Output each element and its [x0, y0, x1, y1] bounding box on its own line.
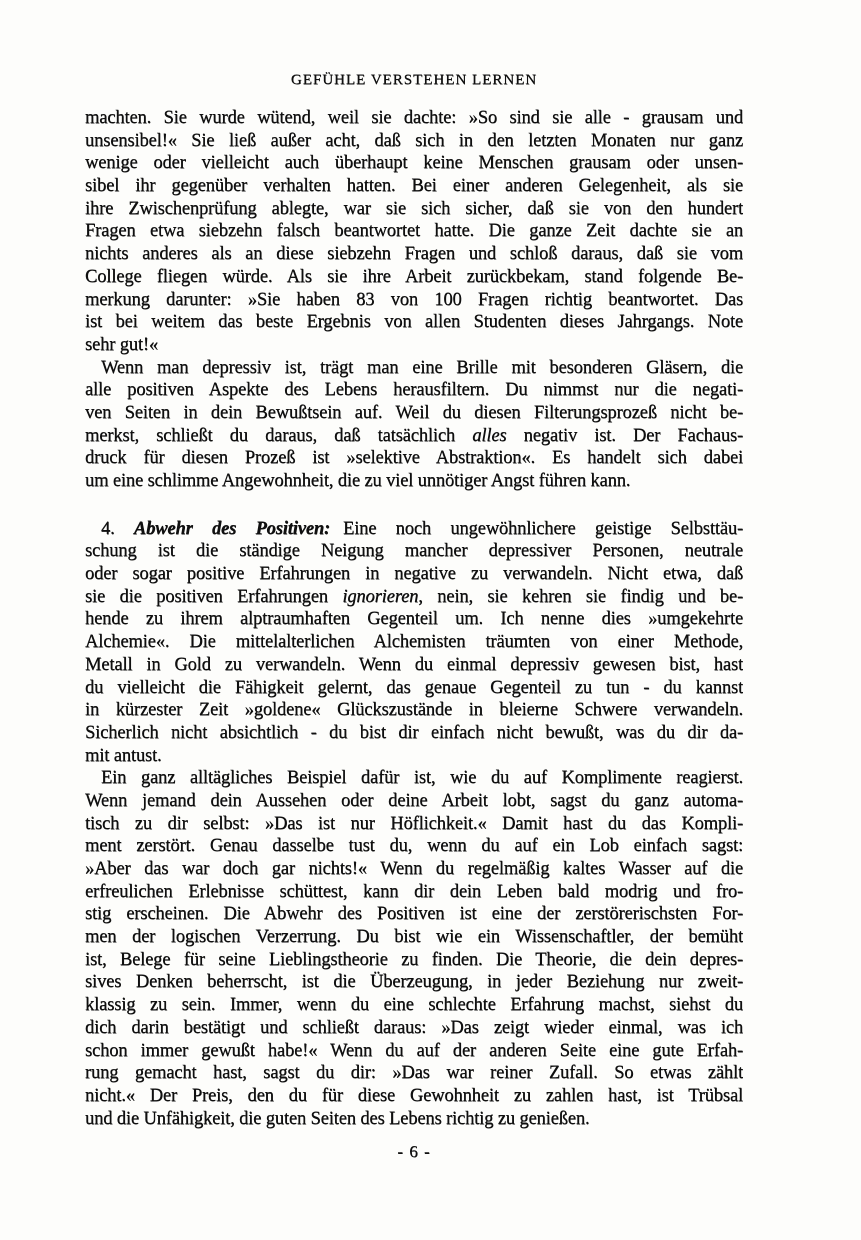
text-run: , nein, sie kehren sie findig und be-: [418, 586, 743, 607]
text-run: stig erscheinen. Die Abwehr des Positiven ist eine der zerstörerischsten For-: [85, 904, 743, 925]
paragraph: [85, 767, 743, 1130]
paragraph: [85, 107, 743, 357]
text-run: ignorieren: [342, 586, 419, 607]
text-run: ihre Zwischenprüfung ablegte, war sie sich sicher, daß sie von den hundert: [85, 198, 743, 219]
text-line: [85, 334, 743, 357]
text-run: alles: [472, 425, 507, 446]
text-run: negativ ist. Der Fachaus-: [506, 425, 743, 446]
text-block: [85, 107, 743, 1164]
text-line: [85, 198, 743, 221]
text-run: dich darin bestätigt und schließt daraus: »Das zeigt wieder einmal, was ich: [85, 1017, 743, 1038]
text-run: merkst, schließt du daraus, daß tatsächlich: [85, 425, 473, 446]
text-line: [85, 994, 743, 1017]
text-line: [85, 677, 743, 700]
text-run: in kürzester Zeit »goldene« Glückszustände in bleierne Schwere verwandeln.: [85, 700, 743, 721]
text-run: druck für diesen Prozeß ist »selektive Abstraktion«. Es handelt sich dabei: [85, 448, 743, 469]
text-line: [85, 563, 743, 586]
text-line: [85, 631, 743, 654]
text-run: College fliegen würde. Als sie ihre Arbeit zurückbekam, stand folgende Be-: [85, 266, 743, 287]
text-line: [85, 813, 743, 836]
text-run: und die Unfähigkeit, die guten Seiten des Lebens richtig zu genießen.: [85, 1108, 590, 1129]
text-line: [85, 790, 743, 813]
text-line: [85, 425, 743, 448]
text-run: 4.: [101, 518, 134, 539]
text-run: Sicherlich nicht absichtlich - du bist dir einfach nicht bewußt, was du dir da-: [85, 722, 743, 743]
text-run: unsensibel!« Sie ließ außer acht, daß sich in den letzten Monaten nur ganz: [85, 130, 743, 151]
text-run: mit antust.: [85, 745, 162, 766]
text-run: rung gemacht hast, sagst du dir: »Das war reiner Zufall. So etwas zählt: [85, 1063, 743, 1084]
running-header: GEFÜHLE VERSTEHEN LERNEN: [290, 72, 538, 88]
text-line: [85, 722, 743, 745]
text-run: Ein ganz alltägliches Beispiel dafür ist, wie du auf Komplimente reagierst.: [101, 768, 743, 789]
text-run: schon immer gewußt habe!« Wenn du auf der anderen Seite eine gute Erfah-: [85, 1040, 743, 1061]
text-run: nichts anderes als an diese siebzehn Fragen und schloß daraus, daß sie vom: [85, 244, 743, 265]
text-line: [85, 586, 743, 609]
text-run: Alchemie«. Die mittelalterlichen Alchemisten träumten von einer Methode,: [85, 632, 743, 653]
text-line: [85, 903, 743, 926]
text-run: erfreulichen Erlebnisse schüttest, kann dir dein Leben bald modrig und fro-: [85, 881, 743, 902]
text-line: [85, 949, 743, 972]
text-run: hende zu ihrem alptraumhaften Gegenteil um. Ich nenne dies »umgekehrte: [85, 609, 743, 630]
text-line: [85, 1062, 743, 1085]
text-run: nicht.« Der Preis, den du für diese Gewohnheit zu zahlen hast, ist Trübsal: [85, 1085, 743, 1106]
text-line: [85, 835, 743, 858]
text-run: men der logischen Verzerrung. Du bist wie ein Wissenschaftler, der bemüht: [85, 927, 743, 948]
text-line: [85, 266, 743, 289]
text-line: [85, 1040, 743, 1063]
text-line: [85, 699, 743, 722]
text-run: Fragen etwa siebzehn falsch beantwortet hatte. Die ganze Zeit dachte sie an: [85, 221, 743, 242]
text-line: [85, 220, 743, 243]
text-run: sie die positiven Erfahrungen: [85, 586, 343, 607]
text-run: um eine schlimme Angewohnheit, die zu viel unnötiger Angst führen kann.: [85, 471, 631, 491]
page-number: - 6 -: [397, 1142, 431, 1162]
text-line: [85, 175, 743, 198]
text-line: [85, 1085, 743, 1108]
text-line: [85, 518, 743, 541]
text-run: machten. Sie wurde wütend, weil sie dachte: »So sind sie alle - grausam und: [85, 108, 743, 128]
text-line: [85, 1108, 743, 1131]
text-run: ment zerstört. Genau dasselbe tust du, wenn du auf ein Lob einfach sagst:: [85, 836, 743, 857]
text-run: du vielleicht die Fähigkeit gelernt, das genaue Gegenteil zu tun - du kannst: [85, 677, 743, 698]
text-run: schung ist die ständige Neigung mancher depressiver Personen, neutrale: [85, 541, 743, 562]
text-line: [85, 654, 743, 677]
text-run: alle positiven Aspekte des Lebens herausfiltern. Du nimmst nur die negati-: [85, 380, 743, 401]
text-run: klassig zu sein. Immer, wenn du eine schlechte Erfahrung machst, siehst du: [85, 995, 743, 1016]
text-line: [85, 608, 743, 631]
text-line: [85, 379, 743, 402]
text-run: sibel ihr gegenüber verhalten hatten. Bei einer anderen Gelegenheit, als sie: [85, 176, 743, 197]
text-line: [85, 311, 743, 334]
text-line: [85, 447, 743, 470]
text-run: ist, Belege für seine Lieblingstheorie zu finden. Die Theorie, die dein depres-: [85, 949, 743, 970]
text-run: Metall in Gold zu verwandeln. Wenn du einmal depressiv gewesen bist, hast: [85, 654, 743, 675]
text-run: ist bei weitem das beste Ergebnis von allen Studenten dieses Jahrgangs. Note: [85, 312, 743, 333]
text-run: Abwehr des Positiven:: [133, 518, 331, 539]
text-run: wenige oder vielleicht auch überhaupt keine Menschen grausam oder unsen-: [85, 153, 743, 174]
text-line: [85, 881, 743, 904]
text-line: [85, 767, 743, 790]
text-run: tisch zu dir selbst: »Das ist nur Höflichkeit.« Damit hast du das Kompli-: [85, 813, 743, 834]
text-line: [85, 1017, 743, 1040]
text-run: Eine noch ungewöhnlichere geistige Selbsttäu-: [343, 518, 743, 539]
text-run: sives Denken beherrscht, ist die Überzeugung, in jeder Beziehung nur zweit-: [85, 972, 743, 993]
text-line: [85, 152, 743, 175]
text-run: oder sogar positive Erfahrungen in negative zu verwandeln. Nicht etwa, daß: [85, 564, 743, 585]
text-line: [85, 357, 743, 380]
text-line: [85, 289, 743, 312]
text-run: sehr gut!«: [85, 334, 158, 355]
text-line: [85, 243, 743, 266]
text-line: [85, 107, 743, 130]
text-run: »Aber das war doch gar nichts!« Wenn du regelmäßig kaltes Wasser auf die: [85, 859, 743, 879]
text-run: merkung darunter: »Sie haben 83 von 100 Fragen richtig beantwortet. Das: [85, 289, 743, 310]
text-line: [85, 858, 743, 881]
text-line: [85, 926, 743, 949]
text-line: [85, 745, 743, 768]
paragraph: [85, 518, 743, 768]
text-run: ven Seiten in dein Bewußtsein auf. Weil du diesen Filterungsprozeß nicht be-: [85, 402, 743, 423]
text-line: [85, 402, 743, 425]
text-line: [85, 540, 743, 563]
text-run: Wenn man depressiv ist, trägt man eine Brille mit besonderen Gläsern, die: [101, 357, 743, 378]
text-line: [85, 971, 743, 994]
paragraph: [85, 357, 743, 493]
text-run: Wenn jemand dein Aussehen oder deine Arbeit lobt, sagst du ganz automa-: [85, 790, 743, 811]
text-line: [85, 470, 743, 493]
text-line: [85, 130, 743, 153]
